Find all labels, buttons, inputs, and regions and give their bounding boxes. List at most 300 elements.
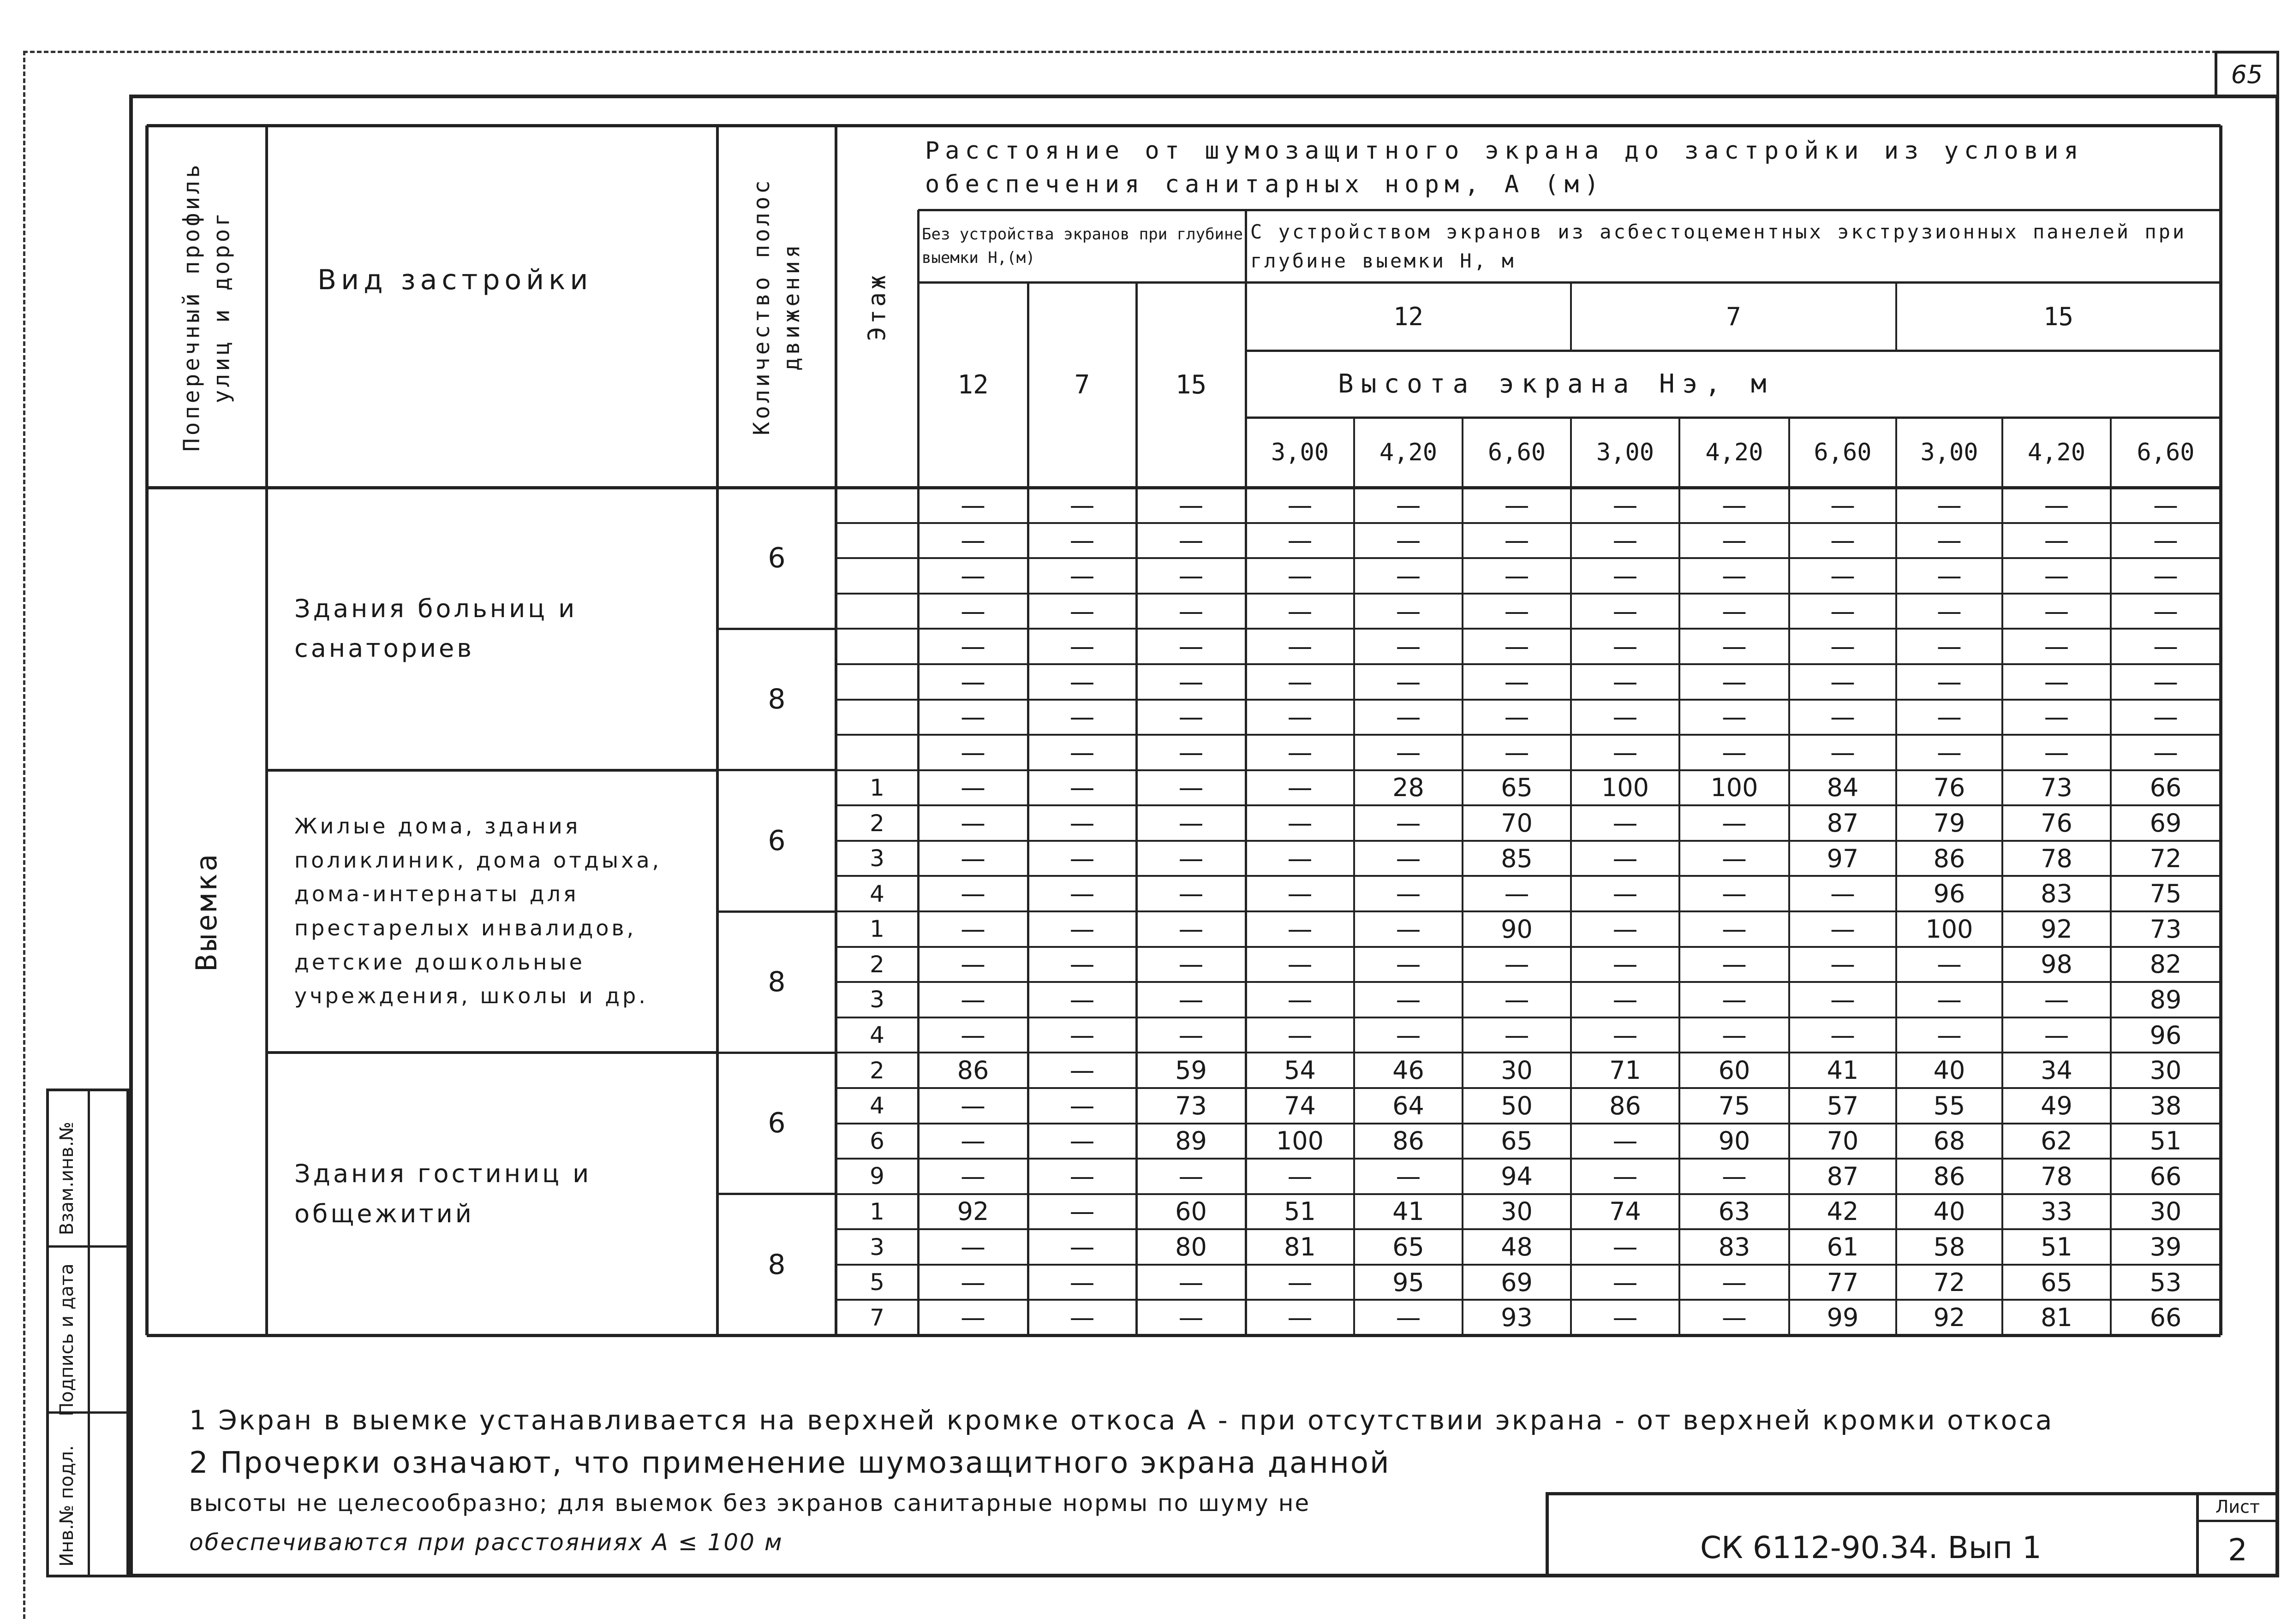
value-cell: 46 bbox=[1392, 1056, 1424, 1085]
value-cell: — bbox=[1937, 950, 1962, 979]
value-cell: 76 bbox=[1933, 773, 1965, 803]
floor-cell: 3 bbox=[870, 986, 884, 1013]
value-cell: 39 bbox=[2150, 1232, 2182, 1262]
sheet-number: 2 bbox=[2228, 1532, 2247, 1568]
value-cell: — bbox=[1830, 1020, 1855, 1050]
value-cell: — bbox=[1937, 985, 1962, 1014]
value-cell: — bbox=[1069, 1126, 1095, 1156]
value-cell: — bbox=[1612, 1267, 1638, 1297]
value-cell: 57 bbox=[1827, 1091, 1859, 1120]
value-cell: 66 bbox=[2150, 1303, 2182, 1333]
value-cell: — bbox=[1396, 1020, 1421, 1050]
value-cell: — bbox=[1612, 914, 1638, 944]
value-cell: 28 bbox=[1392, 773, 1424, 803]
value-cell: — bbox=[1178, 1161, 1204, 1191]
value-cell: — bbox=[1722, 844, 1747, 873]
value-cell: — bbox=[1722, 738, 1747, 767]
header-depth-no-screen: 15 bbox=[1175, 370, 1207, 400]
value-cell: — bbox=[2153, 490, 2178, 520]
value-cell: — bbox=[2044, 702, 2069, 732]
value-cell: 42 bbox=[1827, 1197, 1859, 1226]
floor-cell: 3 bbox=[870, 1233, 884, 1261]
value-cell: 51 bbox=[2041, 1232, 2072, 1262]
value-cell: — bbox=[1069, 667, 1095, 696]
value-cell: 40 bbox=[1933, 1056, 1965, 1085]
value-cell: — bbox=[1612, 950, 1638, 979]
value-cell: — bbox=[1178, 1020, 1204, 1050]
value-cell: — bbox=[2044, 985, 2069, 1014]
value-cell: — bbox=[1612, 985, 1638, 1014]
value-cell: 30 bbox=[1501, 1056, 1533, 1085]
header-depth-with-screen: 7 bbox=[1726, 302, 1741, 331]
value-cell: — bbox=[1069, 879, 1095, 909]
value-cell: 68 bbox=[1933, 1126, 1965, 1156]
floor-cell: 2 bbox=[870, 951, 884, 978]
value-cell: — bbox=[1722, 702, 1747, 732]
value-cell: — bbox=[1830, 702, 1855, 732]
value-cell: 87 bbox=[1827, 1161, 1859, 1191]
value-cell: 96 bbox=[2150, 1020, 2182, 1050]
value-cell: — bbox=[1612, 526, 1638, 555]
value-cell: 93 bbox=[1501, 1303, 1533, 1333]
value-cell: — bbox=[1504, 667, 1529, 696]
value-cell: — bbox=[961, 561, 985, 590]
lane-count-cell: 8 bbox=[768, 966, 786, 999]
floor-cell: 6 bbox=[870, 1127, 884, 1154]
value-cell: 54 bbox=[1284, 1056, 1316, 1085]
value-cell: — bbox=[1830, 632, 1855, 661]
value-cell: — bbox=[1069, 914, 1095, 944]
value-cell: 100 bbox=[1710, 773, 1758, 803]
value-cell: 70 bbox=[1827, 1126, 1859, 1156]
value-cell: — bbox=[1178, 844, 1204, 873]
value-cell: 64 bbox=[1392, 1091, 1424, 1120]
value-cell: — bbox=[1069, 1091, 1095, 1120]
floor-cell bbox=[836, 488, 918, 523]
value-cell: — bbox=[1722, 1267, 1747, 1297]
value-cell: — bbox=[1287, 667, 1313, 696]
floor-cell: 4 bbox=[870, 1022, 884, 1049]
value-cell: — bbox=[1178, 526, 1204, 555]
value-cell: 92 bbox=[957, 1197, 989, 1226]
value-cell: — bbox=[1287, 950, 1313, 979]
header-screen-height: Высота экрана Нэ, м bbox=[1338, 369, 1774, 399]
value-cell: — bbox=[961, 773, 985, 803]
value-cell: 83 bbox=[1718, 1232, 1750, 1262]
value-cell: — bbox=[1396, 561, 1421, 590]
value-cell: 60 bbox=[1718, 1056, 1750, 1085]
value-cell: — bbox=[961, 1303, 985, 1333]
value-cell: — bbox=[1830, 950, 1855, 979]
value-cell: — bbox=[1178, 773, 1204, 803]
value-cell: 78 bbox=[2041, 844, 2072, 873]
value-cell: — bbox=[1504, 738, 1529, 767]
value-cell: 58 bbox=[1933, 1232, 1965, 1262]
value-cell: — bbox=[2153, 526, 2178, 555]
value-cell: — bbox=[961, 879, 985, 909]
value-cell: 33 bbox=[2041, 1197, 2072, 1226]
value-cell: — bbox=[1937, 561, 1962, 590]
value-cell: 69 bbox=[1501, 1267, 1533, 1297]
value-cell: — bbox=[961, 1232, 985, 1262]
value-cell: 73 bbox=[2041, 773, 2072, 803]
value-cell: — bbox=[961, 667, 985, 696]
value-cell: — bbox=[1722, 561, 1747, 590]
value-cell: — bbox=[1722, 809, 1747, 838]
value-cell: — bbox=[961, 844, 985, 873]
value-cell: 85 bbox=[1501, 844, 1533, 873]
value-cell: — bbox=[2153, 632, 2178, 661]
value-cell: — bbox=[1287, 914, 1313, 944]
header-building-type: Вид застройки bbox=[317, 264, 593, 296]
lane-count-cell: 6 bbox=[768, 1107, 786, 1140]
value-cell: 50 bbox=[1501, 1091, 1533, 1120]
value-cell: — bbox=[961, 950, 985, 979]
value-cell: 99 bbox=[1827, 1303, 1859, 1333]
value-cell: — bbox=[1069, 738, 1095, 767]
value-cell: — bbox=[1287, 1020, 1313, 1050]
value-cell: 73 bbox=[2150, 914, 2182, 944]
floor-cell bbox=[836, 629, 918, 664]
value-cell: — bbox=[1504, 490, 1529, 520]
value-cell: 72 bbox=[1933, 1267, 1965, 1297]
building-type-cell: Здания больниц и санаториев bbox=[294, 594, 578, 663]
value-cell: 79 bbox=[1933, 809, 1965, 838]
value-cell: — bbox=[2153, 596, 2178, 626]
value-cell: — bbox=[1178, 738, 1204, 767]
value-cell: — bbox=[1069, 632, 1095, 661]
side-stamp-inv-orig: Инв.№ подл. bbox=[56, 1445, 78, 1567]
value-cell: 86 bbox=[1609, 1091, 1641, 1120]
value-cell: — bbox=[1287, 1303, 1313, 1333]
value-cell: — bbox=[1722, 526, 1747, 555]
value-cell: 71 bbox=[1609, 1056, 1641, 1085]
value-cell: — bbox=[1178, 950, 1204, 979]
value-cell: — bbox=[1069, 950, 1095, 979]
value-cell: 78 bbox=[2041, 1161, 2072, 1191]
value-cell: 38 bbox=[2150, 1091, 2182, 1120]
value-cell: 51 bbox=[2150, 1126, 2182, 1156]
value-cell: 97 bbox=[1827, 844, 1859, 873]
value-cell: — bbox=[1069, 490, 1095, 520]
value-cell: — bbox=[1396, 632, 1421, 661]
value-cell: — bbox=[1396, 950, 1421, 979]
value-cell: 76 bbox=[2041, 809, 2072, 838]
value-cell: — bbox=[1937, 526, 1962, 555]
value-cell: — bbox=[1830, 985, 1855, 1014]
value-cell: — bbox=[1287, 1161, 1313, 1191]
header-screen-height-value: 4,20 bbox=[1705, 439, 1763, 466]
header-screen-height-value: 6,60 bbox=[2137, 439, 2195, 466]
floor-cell: 3 bbox=[870, 845, 884, 872]
value-cell: — bbox=[1612, 1303, 1638, 1333]
value-cell: 100 bbox=[1601, 773, 1649, 803]
value-cell: — bbox=[1396, 809, 1421, 838]
value-cell: 73 bbox=[1175, 1091, 1207, 1120]
value-cell: — bbox=[2044, 1020, 2069, 1050]
value-cell: 86 bbox=[1392, 1126, 1424, 1156]
value-cell: — bbox=[961, 985, 985, 1014]
value-cell: 61 bbox=[1827, 1232, 1859, 1262]
value-cell: 83 bbox=[2041, 879, 2072, 909]
value-cell: 41 bbox=[1392, 1197, 1424, 1226]
note-2b: высоты не целесообразно; для выемок без экранов санитарные нормы по шуму не bbox=[189, 1490, 1311, 1517]
value-cell: 62 bbox=[2041, 1126, 2072, 1156]
value-cell: — bbox=[1504, 950, 1529, 979]
value-cell: — bbox=[1937, 490, 1962, 520]
header-screen-height-value: 6,60 bbox=[1487, 439, 1546, 466]
value-cell: — bbox=[1612, 632, 1638, 661]
value-cell: — bbox=[1396, 879, 1421, 909]
value-cell: — bbox=[2044, 667, 2069, 696]
value-cell: 69 bbox=[2150, 809, 2182, 838]
value-cell: 81 bbox=[2041, 1303, 2072, 1333]
value-cell: — bbox=[1069, 809, 1095, 838]
value-cell: 66 bbox=[2150, 1161, 2182, 1191]
building-type-cell: Здания гостиниц и общежитий bbox=[294, 1159, 592, 1228]
value-cell: — bbox=[1612, 702, 1638, 732]
value-cell: 100 bbox=[1925, 914, 1973, 944]
value-cell: — bbox=[1178, 702, 1204, 732]
header-depth-with-screen: 12 bbox=[1393, 302, 1424, 331]
value-cell: — bbox=[1396, 490, 1421, 520]
value-cell: 75 bbox=[2150, 879, 2182, 909]
value-cell: — bbox=[1722, 1161, 1747, 1191]
value-cell: — bbox=[1069, 985, 1095, 1014]
header-screen-height-value: 3,00 bbox=[1596, 439, 1654, 466]
value-cell: — bbox=[961, 738, 985, 767]
value-cell: — bbox=[1178, 632, 1204, 661]
value-cell: — bbox=[1830, 914, 1855, 944]
value-cell: — bbox=[1178, 1267, 1204, 1297]
header-distance: Расстояние от шумозащитного экрана до застройки из условия обеспечения санитарных норм, А (м) bbox=[925, 137, 2084, 198]
value-cell: 74 bbox=[1284, 1091, 1316, 1120]
header-screen-height-value: 3,00 bbox=[1271, 439, 1329, 466]
value-cell: — bbox=[1178, 596, 1204, 626]
floor-cell: 1 bbox=[870, 1198, 884, 1225]
header-depth-no-screen: 12 bbox=[957, 370, 989, 400]
value-cell: — bbox=[2153, 667, 2178, 696]
value-cell: — bbox=[1937, 702, 1962, 732]
value-cell: 66 bbox=[2150, 773, 2182, 803]
value-cell: — bbox=[2044, 596, 2069, 626]
header-screen-height-value: 6,60 bbox=[1814, 439, 1872, 466]
value-cell: — bbox=[1937, 596, 1962, 626]
table-group-rule bbox=[267, 1334, 717, 1337]
value-cell: 65 bbox=[1501, 773, 1533, 803]
value-cell: 82 bbox=[2150, 950, 2182, 979]
value-cell: — bbox=[1396, 914, 1421, 944]
value-cell: — bbox=[1722, 596, 1747, 626]
value-cell: — bbox=[1830, 596, 1855, 626]
value-cell: 74 bbox=[1609, 1197, 1641, 1226]
value-cell: 55 bbox=[1933, 1091, 1965, 1120]
page-number: 65 bbox=[2231, 60, 2263, 89]
value-cell: — bbox=[1178, 809, 1204, 838]
value-cell: — bbox=[1396, 738, 1421, 767]
value-cell: 86 bbox=[957, 1056, 989, 1085]
value-cell: — bbox=[1722, 667, 1747, 696]
value-cell: — bbox=[1287, 490, 1313, 520]
value-cell: — bbox=[1612, 879, 1638, 909]
floor-cell bbox=[836, 523, 918, 559]
value-cell: 63 bbox=[1718, 1197, 1750, 1226]
header-depth-with-screen: 15 bbox=[2043, 302, 2074, 331]
value-cell: — bbox=[1722, 914, 1747, 944]
value-cell: — bbox=[1396, 702, 1421, 732]
value-cell: 94 bbox=[1501, 1161, 1533, 1191]
value-cell: — bbox=[961, 596, 985, 626]
value-cell: 95 bbox=[1392, 1267, 1424, 1297]
value-cell: — bbox=[1937, 632, 1962, 661]
value-cell: 92 bbox=[2041, 914, 2072, 944]
value-cell: — bbox=[1722, 879, 1747, 909]
value-cell: — bbox=[1504, 596, 1529, 626]
value-cell: 86 bbox=[1933, 1161, 1965, 1191]
value-cell: 86 bbox=[1933, 844, 1965, 873]
value-cell: 89 bbox=[2150, 985, 2182, 1014]
value-cell: — bbox=[1830, 526, 1855, 555]
value-cell: — bbox=[1178, 985, 1204, 1014]
value-cell: 70 bbox=[1501, 809, 1533, 838]
value-cell: — bbox=[1937, 738, 1962, 767]
value-cell: 80 bbox=[1175, 1232, 1207, 1262]
value-cell: — bbox=[1396, 1303, 1421, 1333]
value-cell: — bbox=[2153, 738, 2178, 767]
header-screen-height-value: 4,20 bbox=[2027, 439, 2086, 466]
value-cell: — bbox=[1287, 526, 1313, 555]
value-cell: — bbox=[961, 809, 985, 838]
floor-cell: 2 bbox=[870, 809, 884, 837]
floor-cell bbox=[836, 700, 918, 735]
value-cell: — bbox=[1178, 879, 1204, 909]
value-cell: — bbox=[1612, 844, 1638, 873]
value-cell: — bbox=[1504, 879, 1529, 909]
value-cell: 51 bbox=[1284, 1197, 1316, 1226]
value-cell: — bbox=[1287, 809, 1313, 838]
value-cell: — bbox=[1069, 526, 1095, 555]
value-cell: 30 bbox=[2150, 1197, 2182, 1226]
value-cell: 30 bbox=[2150, 1056, 2182, 1085]
value-cell: — bbox=[1612, 1161, 1638, 1191]
value-cell: — bbox=[1504, 1020, 1529, 1050]
value-cell: 90 bbox=[1501, 914, 1533, 944]
value-cell: — bbox=[1287, 773, 1313, 803]
value-cell: — bbox=[961, 1020, 985, 1050]
value-cell: 72 bbox=[2150, 844, 2182, 873]
value-cell: — bbox=[1287, 561, 1313, 590]
floor-cell: 4 bbox=[870, 880, 884, 907]
value-cell: — bbox=[1069, 1232, 1095, 1262]
value-cell: 89 bbox=[1175, 1126, 1207, 1156]
value-cell: — bbox=[1396, 526, 1421, 555]
value-cell: — bbox=[1069, 1267, 1095, 1297]
value-cell: — bbox=[2044, 738, 2069, 767]
floor-cell bbox=[836, 558, 918, 594]
value-cell: 40 bbox=[1933, 1197, 1965, 1226]
value-cell: 53 bbox=[2150, 1267, 2182, 1297]
value-cell: — bbox=[1396, 596, 1421, 626]
value-cell: — bbox=[1178, 1303, 1204, 1333]
value-cell: — bbox=[1069, 702, 1095, 732]
value-cell: — bbox=[1287, 985, 1313, 1014]
floor-cell: 7 bbox=[870, 1304, 884, 1331]
value-cell: 98 bbox=[2041, 950, 2072, 979]
value-cell: — bbox=[1069, 1197, 1095, 1226]
value-cell: — bbox=[1396, 985, 1421, 1014]
value-cell: — bbox=[1178, 667, 1204, 696]
value-cell: — bbox=[1069, 844, 1095, 873]
value-cell: 65 bbox=[1392, 1232, 1424, 1262]
value-cell: — bbox=[1612, 490, 1638, 520]
value-cell: — bbox=[1287, 844, 1313, 873]
profile-excavation: Выемка bbox=[190, 851, 224, 971]
value-cell: 77 bbox=[1827, 1267, 1859, 1297]
value-cell: — bbox=[1612, 809, 1638, 838]
value-cell: — bbox=[1069, 1161, 1095, 1191]
floor-cell bbox=[836, 594, 918, 629]
value-cell: — bbox=[1612, 667, 1638, 696]
value-cell: — bbox=[2153, 702, 2178, 732]
value-cell: — bbox=[2044, 526, 2069, 555]
value-cell: — bbox=[961, 490, 985, 520]
note-2c: обеспечиваются при расстояниях А ≤ 100 м bbox=[189, 1529, 783, 1556]
floor-cell: 5 bbox=[870, 1269, 884, 1296]
value-cell: — bbox=[961, 1126, 985, 1156]
value-cell: 48 bbox=[1501, 1232, 1533, 1262]
value-cell: — bbox=[1722, 1020, 1747, 1050]
value-cell: — bbox=[961, 1161, 985, 1191]
value-cell: 96 bbox=[1933, 879, 1965, 909]
table-lane-rule bbox=[717, 1334, 836, 1337]
value-cell: — bbox=[1504, 561, 1529, 590]
value-cell: — bbox=[2044, 490, 2069, 520]
lane-count-cell: 8 bbox=[768, 1248, 786, 1281]
value-cell: — bbox=[1287, 738, 1313, 767]
value-cell: 34 bbox=[2041, 1056, 2072, 1085]
value-cell: — bbox=[2044, 632, 2069, 661]
floor-cell: 2 bbox=[870, 1057, 884, 1084]
header-with-screen: С устройством экранов из асбестоцементных экструзионных панелей при глубине выемки Н, м bbox=[1250, 220, 2187, 272]
value-cell: — bbox=[1722, 1303, 1747, 1333]
value-cell: — bbox=[1504, 526, 1529, 555]
value-cell: — bbox=[961, 526, 985, 555]
lane-count-cell: 8 bbox=[768, 683, 786, 716]
value-cell: — bbox=[1830, 490, 1855, 520]
value-cell: — bbox=[1396, 844, 1421, 873]
note-1: 1 Экран в выемке устанавливается на верхней кромке откоса А - при отсутствии экрана - от верхней кромки откоса bbox=[189, 1404, 2054, 1436]
value-cell: 65 bbox=[1501, 1126, 1533, 1156]
header-lane-count: Количество полос движения bbox=[748, 178, 805, 435]
value-cell: — bbox=[1830, 667, 1855, 696]
value-cell: — bbox=[1396, 667, 1421, 696]
value-cell: 41 bbox=[1827, 1056, 1859, 1085]
value-cell: — bbox=[1504, 632, 1529, 661]
value-cell: — bbox=[1722, 632, 1747, 661]
value-cell: — bbox=[1069, 1020, 1095, 1050]
header-floor: Этаж bbox=[863, 272, 891, 341]
value-cell: — bbox=[961, 702, 985, 732]
value-cell: — bbox=[1937, 667, 1962, 696]
value-cell: 90 bbox=[1718, 1126, 1750, 1156]
header-no-screen: Без устройства экранов при глубине выемки Н,(м) bbox=[922, 225, 1243, 267]
value-cell: — bbox=[1612, 1020, 1638, 1050]
value-cell: — bbox=[961, 1267, 985, 1297]
value-cell: — bbox=[1722, 950, 1747, 979]
value-cell: — bbox=[1504, 702, 1529, 732]
header-screen-height-value: 3,00 bbox=[1920, 439, 1978, 466]
value-cell: — bbox=[1830, 561, 1855, 590]
